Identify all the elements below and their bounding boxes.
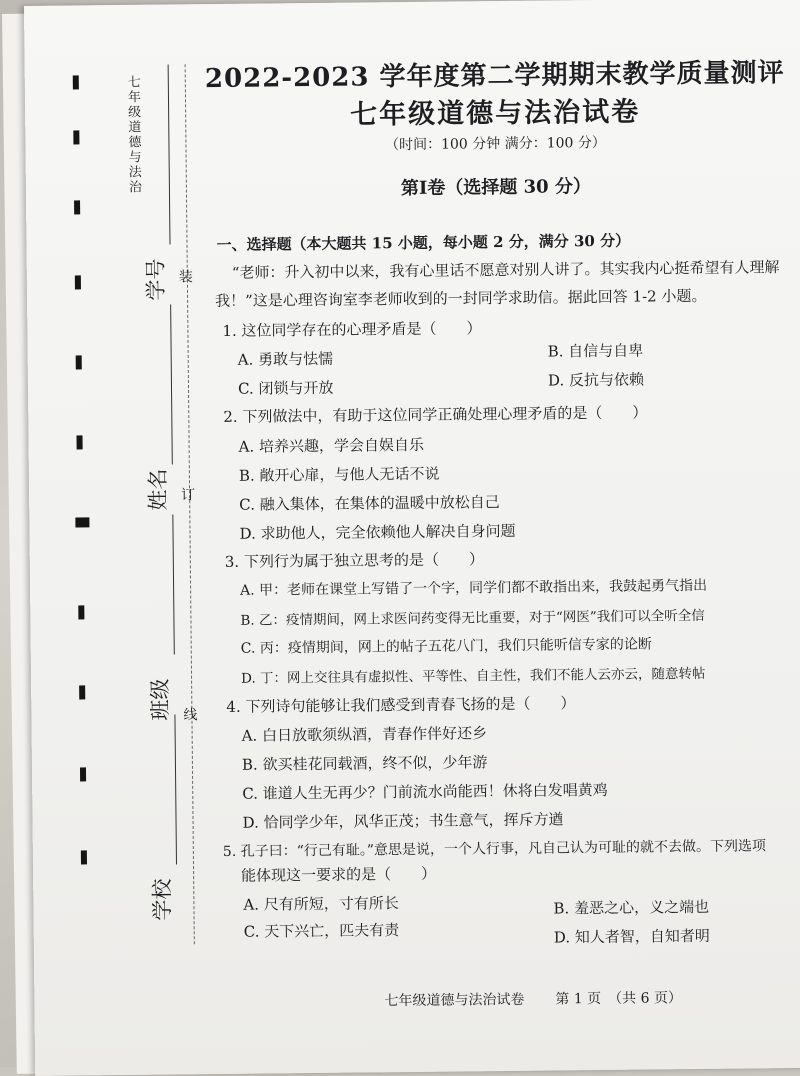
footer-exam-name: 七年级道德与法治试卷 [384, 991, 525, 1010]
school-line [174, 714, 177, 864]
section-heading: 第Ⅰ卷（选择题 30 分） [400, 176, 592, 200]
registration-mark [78, 605, 84, 619]
option: C. 天下兴亡，匹夫有责 [243, 921, 400, 941]
option: C. 闭锁与开放 [237, 378, 334, 398]
exam-title: 2022-2023 学年度第二学期期末教学质量测评 [204, 58, 785, 95]
option: D. 反抗与依赖 [547, 370, 645, 390]
page-number: 第 1 页 （共 6 页） [555, 990, 683, 1008]
option: A. 尺有所短，寸有所长 [243, 894, 399, 914]
question-stem: 2. 下列做法中，有助于这位同学正确处理心理矛盾的是（ ） [223, 403, 648, 426]
option: D. 丁：网上交往具有虚拟性、平等性、自主性，我们不能人云亦云，随意转帖 [240, 665, 706, 687]
registration-mark [75, 275, 81, 289]
option: B. 欲买桂花同载酒，终不似，少年游 [241, 753, 488, 774]
name-line [170, 304, 173, 464]
option: D. 恰同学少年，风华正茂；书生意气，挥斥方遒 [242, 810, 564, 832]
material-text: 我！”这是心理咨询室李老师收到的一封同学求助信。据此回答 1-2 小题。 [215, 286, 707, 311]
registration-mark [81, 850, 87, 864]
registration-mark [79, 685, 85, 699]
registration-mark [74, 200, 80, 214]
question-stem: 1. 这位同学存在的心理矛盾是（ ） [222, 319, 482, 340]
registration-mark [77, 435, 83, 449]
option: C. 谁道人生无再少？门前流水尚能西！休将白发唱黄鸡 [242, 780, 608, 803]
option: B. 乙：疫情期间，网上求医问药变得无比重要，对于“网医”我们可以全听全信 [240, 607, 705, 629]
class-line [172, 514, 174, 654]
option: B. 羞恶之心，义之端也 [553, 897, 710, 918]
class-label: 班级 [148, 678, 173, 721]
bind-mark-xian: 线 [183, 707, 198, 724]
bind-mark-ding: 订 [181, 487, 196, 504]
option: C. 融入集体，在集体的温暖中放松自己 [239, 493, 500, 514]
option: D. 知人者智，自知者明 [553, 926, 710, 947]
student-id-label: 学号 [143, 258, 169, 301]
question-stem: 3. 下列行为属于独立思考的是（ ） [224, 550, 485, 571]
school-label: 学校 [150, 878, 175, 921]
option: B. 敞开心扉，与他人无话不说 [238, 464, 440, 485]
page-footer [384, 987, 682, 1010]
exam-subtitle: 七年级道德与法治试卷 [349, 96, 641, 131]
option: A. 培养兴趣，学会自娱自乐 [238, 435, 425, 456]
name-label: 姓名 [145, 468, 171, 511]
registration-mark [75, 517, 89, 527]
option: C. 丙：疫情期间，网上的帖子五花八门，我们只能听信专家的论断 [240, 636, 652, 657]
option: A. 白日放歌须纵酒，青春作伴好还乡 [241, 724, 488, 745]
registration-mark [73, 130, 79, 144]
question-stem: 5. 孔子曰：“行己有耻。”意思是说，一个人行事，凡自己认为可耻的就不去做。下列选项 [222, 838, 767, 860]
material-text: “老师：升入初中以来，我有心里话不愿意对别人讲了。其实我内心挺希望有人理解 [231, 258, 780, 282]
registration-mark [73, 75, 79, 89]
margin-subject: 七年级道德与法治 [124, 74, 141, 195]
question-stem: 能体现这一要求的是（ ） [241, 864, 437, 885]
option: D. 求助他人，完全依赖他人解决自身问题 [239, 521, 516, 543]
exam-time-info: （时间：100 分钟 满分：100 分） [384, 134, 606, 154]
bind-mark-zhuang: 装 [178, 269, 193, 286]
option: A. 勇敢与怯懦 [237, 349, 334, 369]
option: B. 自信与自卑 [547, 341, 644, 361]
exam-paper [24, 0, 800, 1076]
option: A. 甲：老师在课堂上写错了一个字，同学们都不敢指出来，我鼓起勇气指出 [240, 577, 708, 599]
student-id-line [168, 64, 171, 244]
question-stem: 4. 下列诗句能够让我们感受到青春飞扬的是（ ） [226, 694, 576, 716]
registration-mark [80, 767, 86, 781]
registration-mark [76, 355, 82, 369]
question-type-heading: 一、选择题（本大题共 15 小题，每小题 2 分，满分 30 分） [216, 231, 631, 254]
